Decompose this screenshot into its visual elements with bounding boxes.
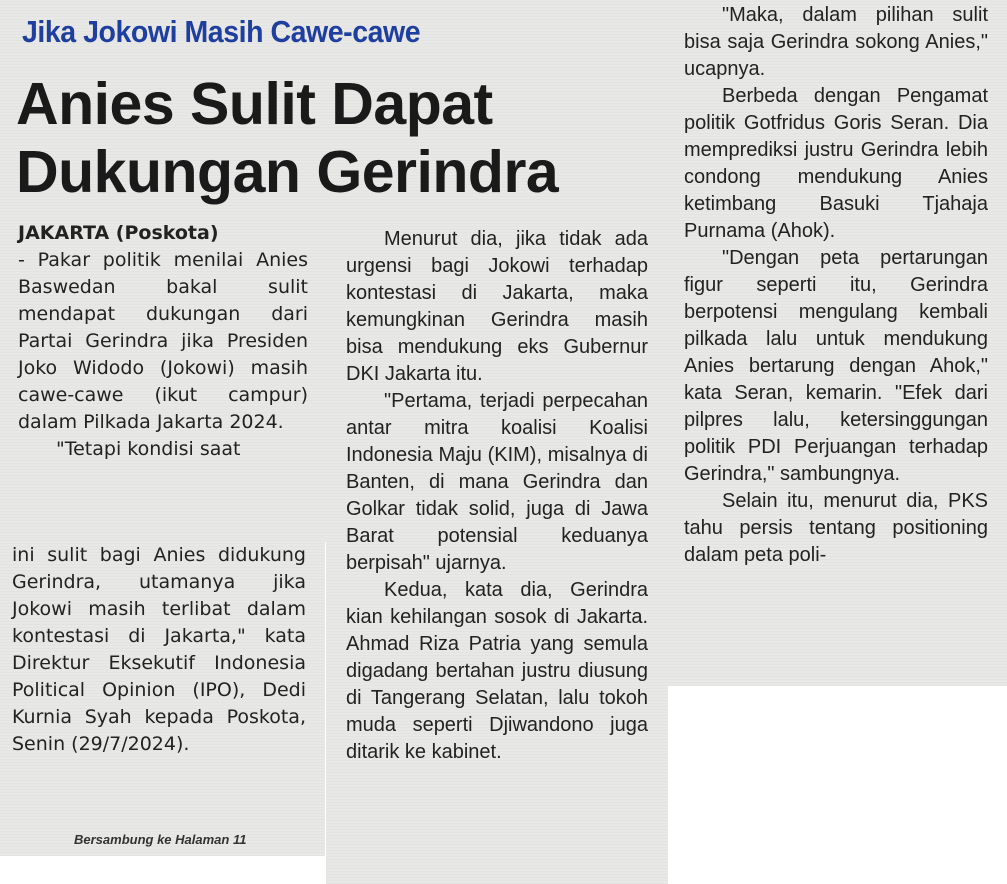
headline-line-1: Anies Sulit Dapat [16, 71, 493, 137]
headline [16, 70, 558, 206]
kicker-subtitle: Jika Jokowi Masih Cawe-cawe [22, 14, 421, 49]
paragraph-4: "Pertama, terjadi perpecahan antar mitra koalisi Koalisi Indonesia Maju (KIM), misalnya di Banten, di mana Gerindra dan Golkar tidak solid, juga di Jawa Barat potensial keduanya berpisah" ujarnya. [346, 390, 648, 574]
paragraph-2-rest: ini sulit bagi Anies didukung Gerindra, utamanya jika Jokowi masih terlibat dalam kontestasi di Jakarta," kata Direktur Eksekutif Indonesia Political Opinion (IPO), Dedi Kurnia Syah kepada Poskota, Senin (29/7/2024). [12, 544, 306, 755]
paragraph-8: "Dengan peta pertarungan figur seperti itu, Gerindra berpotensi mengulang kembali pilkada lalu untuk mendukung Anies bertarung dengan Ahok," kata Seran, kemarin. "Efek dari pilpres lalu, ketersinggungan politik PDI Perjuangan terhadap Gerindra," sambungnya. [684, 247, 988, 485]
paragraph-7: Berbeda dengan Pengamat politik Gotfridus Goris Seran. Dia memprediksi justru Gerindra lebih condong mendukung Anies ketimbang Basuki Tjahaja Purnama (Ahok). [684, 85, 988, 242]
continued-note: Bersambung ke Halaman 11 [74, 832, 247, 847]
paragraph-5: Kedua, kata dia, Gerindra kian kehilangan sosok di Jakarta. Ahmad Riza Patria yang semula digadang bertahan justru diusung di Tangerang Selatan, lalu tokoh muda seperti Djiwandono juga ditarik ke kabinet. [346, 579, 648, 763]
paragraph-1: - Pakar politik menilai Anies Baswedan bakal sulit mendapat dukungan dari Partai Gerindra jika Presiden Joko Widodo (Jokowi) masih cawe-cawe (ikut campur) dalam Pilkada Jakarta 2024. [18, 249, 308, 433]
article-column-2 [346, 226, 648, 766]
headline-line-2: Dukungan Gerindra [16, 139, 559, 205]
paragraph-9: Selain itu, menurut dia, PKS tahu persis tentang positioning dalam peta poli- [684, 490, 988, 566]
paragraph-2-start: "Tetapi kondisi saat [56, 438, 241, 460]
dateline: JAKARTA (Poskota) [18, 222, 219, 244]
article-column-3 [684, 2, 988, 569]
paragraph-6: "Maka, dalam pilihan sulit bisa saja Gerindra sokong Anies," ucapnya. [684, 4, 988, 80]
article-column-1-continued [12, 542, 306, 758]
article-column-1 [18, 220, 308, 463]
paragraph-3: Menurut dia, jika tidak ada urgensi bagi Jokowi terhadap kontestasi di Jakarta, maka kemungkinan Gerindra masih bisa mendukung eks Gubernur DKI Jakarta itu. [346, 228, 648, 385]
